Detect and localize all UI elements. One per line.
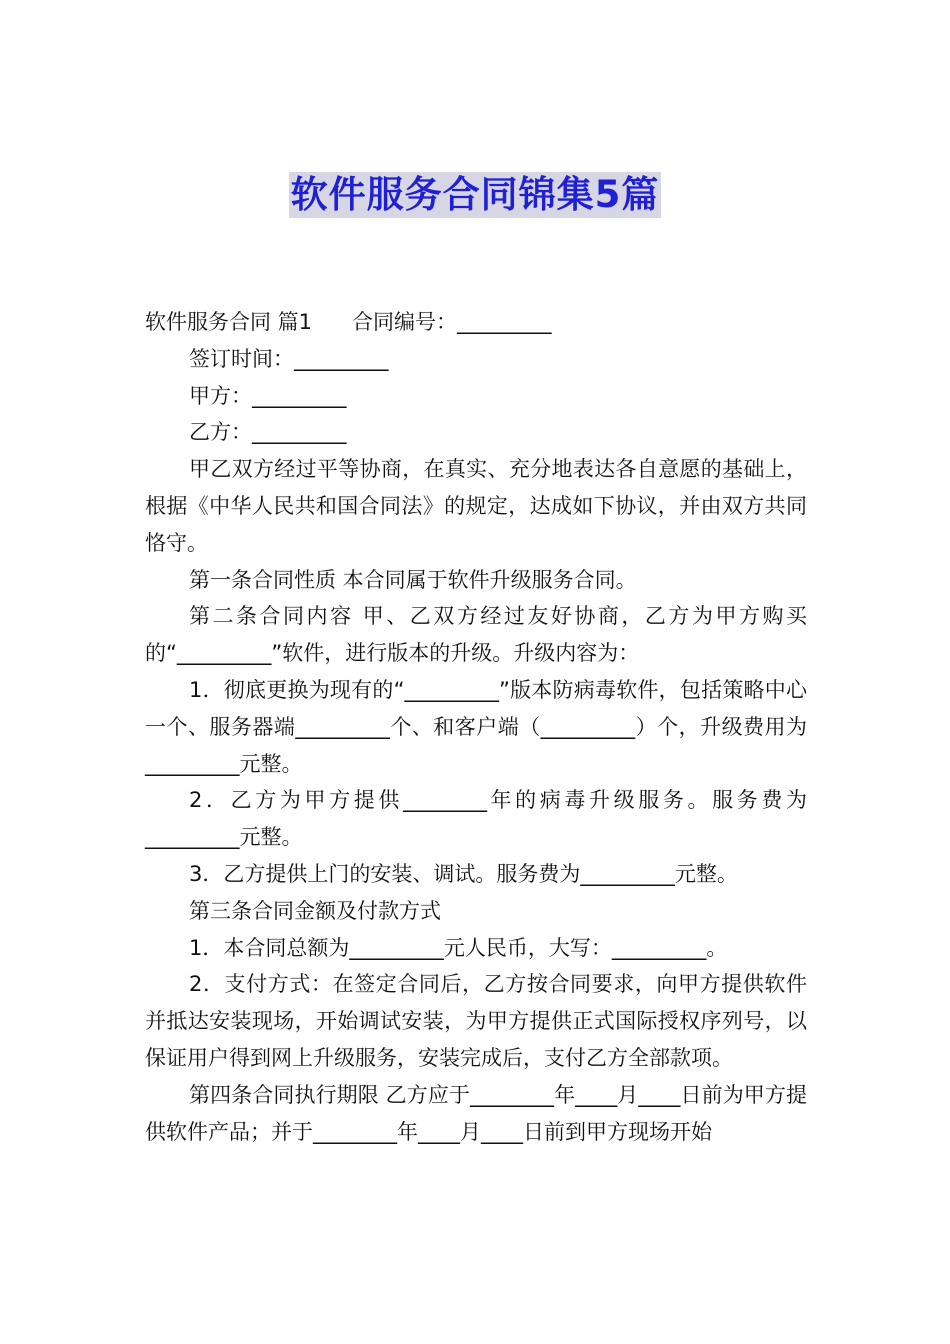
article-2-item-1: 1．彻底更换为现有的“_________”版本防病毒软件，包括策略中心一个、服务器端_________个、和客户端（_________）个，升级费用为_________元整。 xyxy=(145,677,807,776)
article-2-item-3: 3．乙方提供上门的安装、调试。服务费为_________元整。 xyxy=(189,861,738,886)
article-2-paragraph: 第二条合同内容 甲、乙双方经过友好协商，乙方为甲方购买的“_________”软件，进行版本的升级。升级内容为： xyxy=(145,604,807,666)
sign-date-line: 签订时间：_________ xyxy=(189,346,389,371)
article-1-paragraph: 第一条合同性质 本合同属于软件升级服务合同。 xyxy=(189,567,637,592)
contract-heading-label: 软件服务合同 篇1 xyxy=(145,310,313,334)
article-2-item-2: 2．乙方为甲方提供________年的病毒升级服务。服务费为_________元整。 xyxy=(145,788,807,850)
article-3-item-1: 1．本合同总额为_________元人民币，大写：_________。 xyxy=(189,935,728,960)
article-3-heading: 第三条合同金额及付款方式 xyxy=(189,898,441,923)
contract-number-field: 合同编号：_________ xyxy=(352,310,552,334)
title-area xyxy=(0,172,950,218)
preamble-paragraph: 甲乙双方经过平等协商，在真实、充分地表达各自意愿的基础上，根据《中华人民共和国合同法》的规定，达成如下协议，并由双方共同恪守。 xyxy=(145,457,807,555)
party-b-line: 乙方：_________ xyxy=(189,420,347,445)
article-3-item-2: 2．支付方式：在签定合同后，乙方按合同要求，向甲方提供软件并抵达安装现场，开始调试安装，为甲方提供正式国际授权序列号，以保证用户得到网上升级服务，安装完成后，支付乙方全部款项。 xyxy=(145,972,807,1070)
party-a-line: 甲方：_________ xyxy=(189,383,347,408)
document-body xyxy=(145,304,807,1150)
article-4-paragraph: 第四条合同执行期限 乙方应于________年____月____日前为甲方提供软件产品；并于________年____月____日前到甲方现场开始 xyxy=(145,1082,807,1144)
contract-heading-line xyxy=(145,304,807,341)
document-title: 软件服务合同锦集5篇 xyxy=(290,173,660,216)
